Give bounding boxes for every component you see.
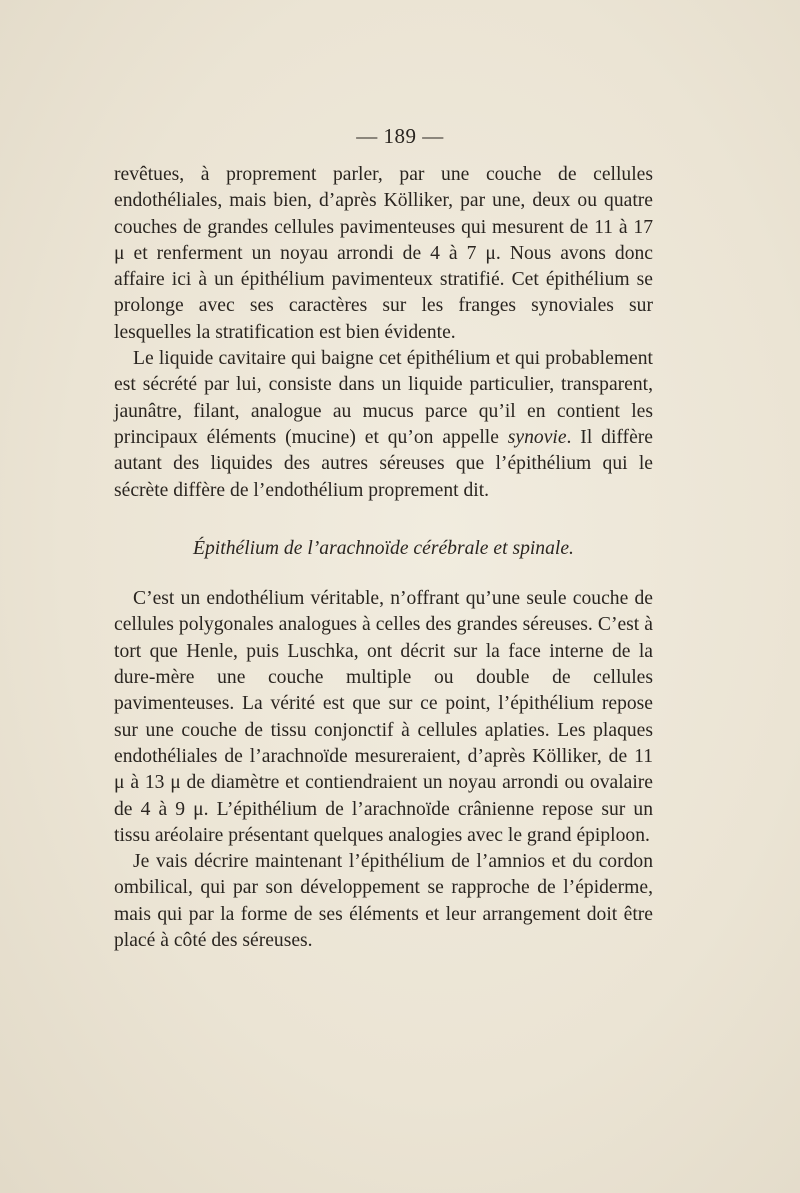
paragraph-4: Je vais décrire maintenant l’épithélium de l’amnios et du cordon ombilical, qui par son développement se rapproche de l’épiderme, mais qui par la forme de ses éléments et leur arrangement doit être placé à côté des séreuses. <box>114 851 653 952</box>
paragraph-2 <box>114 346 653 504</box>
paragraph-2-text-before: Le liquide cavitaire qui baigne cet épithélium et qui probablement est sécrété par lui, consiste dans un liquide particulier, transparent, jaunâtre, filant, analogue au mucus parce qu’il en contient les principaux éléments (mucine) et qu’on appelle <box>114 348 653 448</box>
paragraph-2-text-after: . Il diffère autant des liquides des autres séreuses que l’épithélium qui le sécrète diffère de l’endothélium proprement dit. <box>114 426 653 501</box>
body-text <box>114 162 653 954</box>
paragraph-1: revêtues, à proprement parler, par une couche de cellules endothéliales, mais bien, d’après Kölliker, par une, deux ou quatre couches de grandes cellules pavimenteuses qui mesurent de 11 à 17 μ et renferment un noyau arrondi de 4 à 7 μ. Nous avons donc affaire ici à un épithélium pavimenteux stratifié. Cet épithélium se prolonge avec ses caractères sur les franges synoviales sur lesquelles la stratification est bien évidente. <box>114 164 653 343</box>
paragraph-3: C’est un endothélium véritable, n’offrant qu’une seule couche de cellules polygonales analogues à celles des grandes séreuses. C’est à tort que Henle, puis Luschka, ont décrit sur la face interne de la dure-mère une couche multiple ou double de cellules pavimenteuses. La vérité est que sur ce point, l’épithélium repose sur une couche de tissu conjonctif à cellules aplaties. Les plaques endothéliales de l’arachnoïde mesureraient, d’après Kölliker, de 11 μ à 13 μ de diamètre et contiendraient un noyau arrondi ou ovalaire de 4 à 9 μ. L’épithélium de l’arachnoïde crânienne repose sur un tissu aréolaire présentant quelques analogies avec le grand épiploon. <box>114 588 653 846</box>
paragraph-2-italic-term: synovie <box>507 426 567 448</box>
section-heading: Épithélium de l’arachnoïde cérébrale et spinale. <box>193 537 574 559</box>
page-number: — 189 — <box>356 124 444 148</box>
